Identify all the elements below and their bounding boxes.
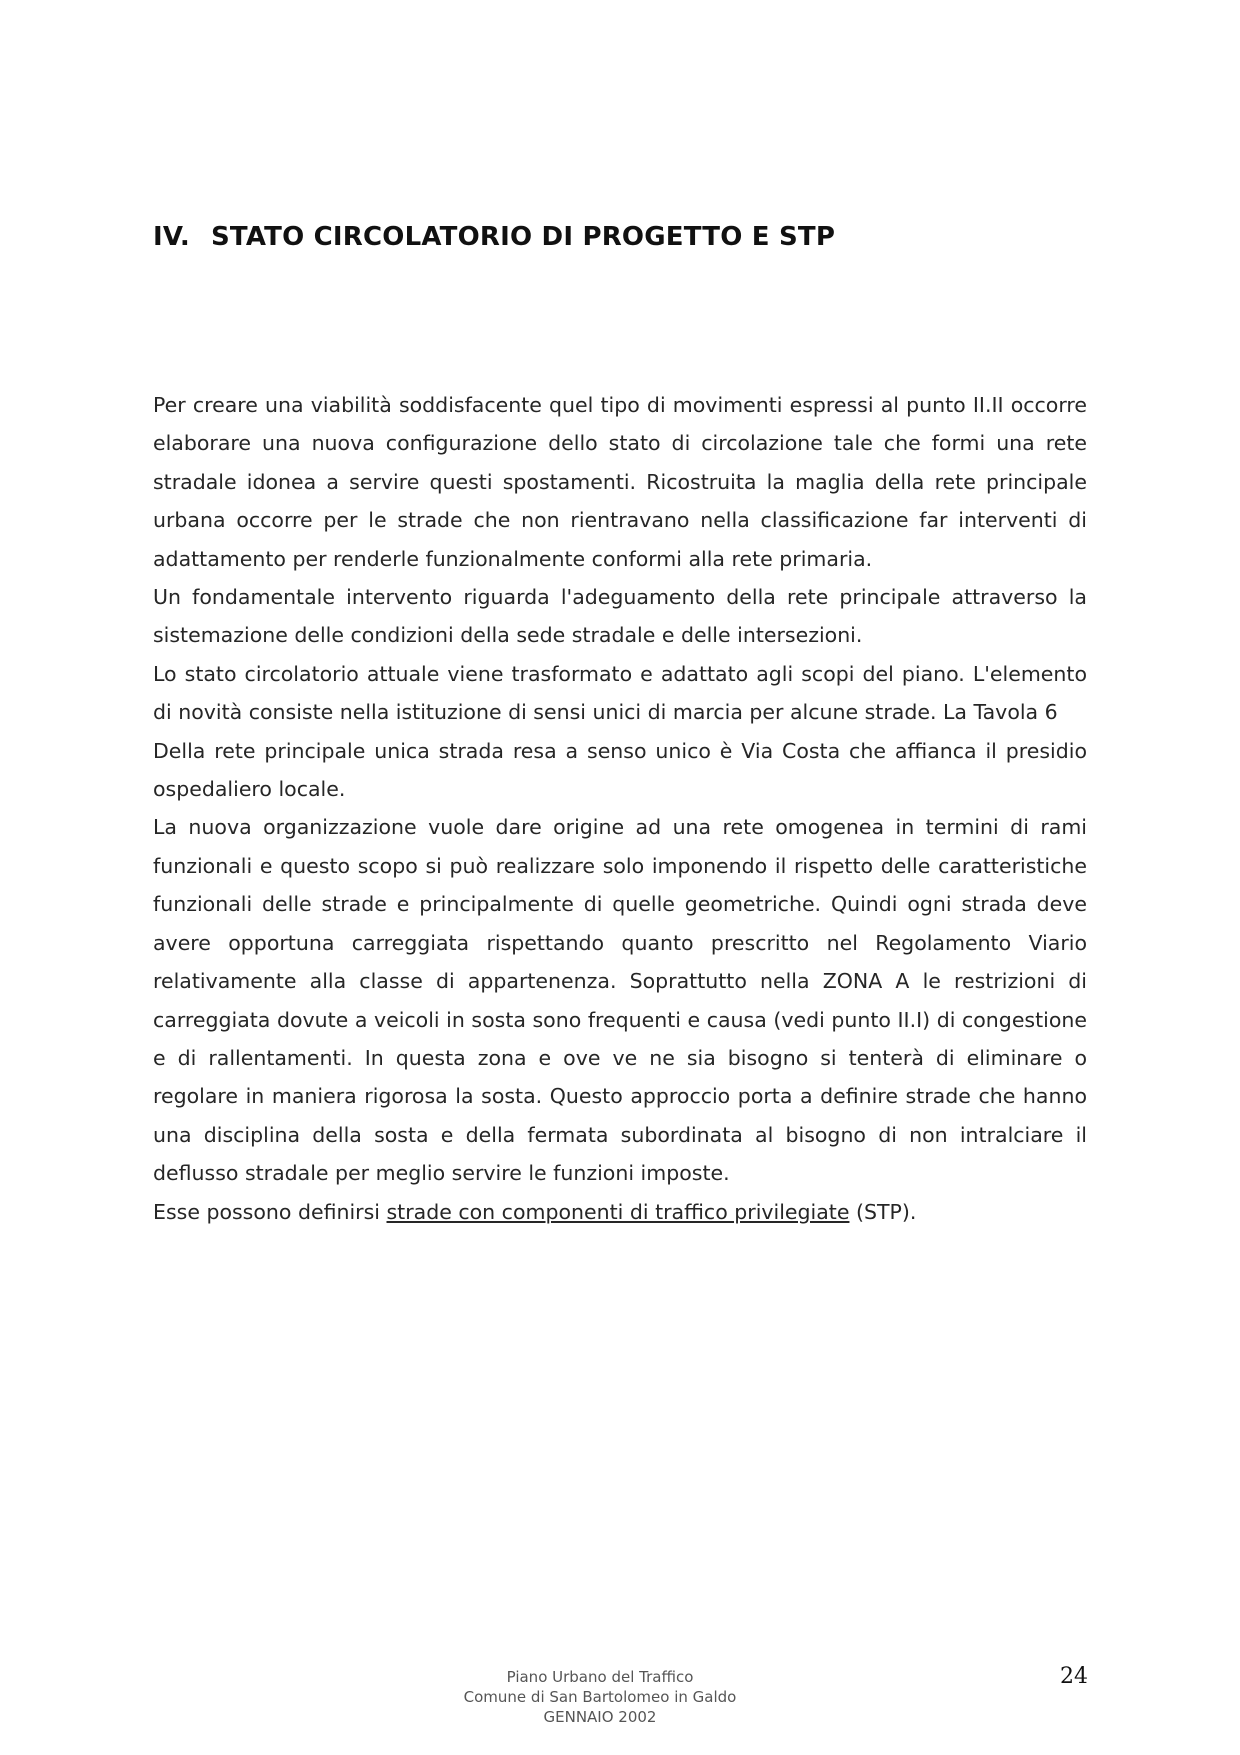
paragraph: Per creare una viabilità soddisfacente quel tipo di movimenti espressi al punto II.II occorre elaborare una nuova configurazione dello stato di circolazione tale che formi una rete stradale idonea a servire questi spostamenti. Ricostruita la maglia della rete principale urbana occorre per le strade che non rientravano nella classificazione far interventi di adattamento per renderle funzionalmente conformi alla rete primaria. — [153, 393, 1087, 571]
paragraph-last-prefix: Esse possono definirsi — [153, 1199, 387, 1224]
paragraph: Lo stato circolatorio attuale viene trasformato e adattato agli scopi del piano. L'elemento di novità consiste nella istituzione di sensi unici di marcia per alcune strade. La Tavola 6 — [153, 661, 1087, 725]
paragraph: Un fondamentale intervento riguarda l'adeguamento della rete principale attraverso la sistemazione delle condizioni della sede stradale e delle intersezioni. — [153, 585, 1087, 648]
stp-definition: strade con componenti di traffico privilegiate — [386, 1199, 850, 1224]
section-number: IV. — [153, 222, 190, 252]
paragraph-last — [153, 1193, 1087, 1231]
paragraph: Della rete principale unica strada resa a senso unico è Via Costa che affianca il presidio ospedaliero locale. — [153, 738, 1087, 802]
footer-line-municipality: Comune di San Bartolomeo in Galdo — [463, 1688, 737, 1706]
footer-line-plan: Piano Urbano del Traffico — [506, 1668, 694, 1686]
footer-line-date: GENNAIO 2002 — [543, 1708, 657, 1726]
page-footer — [400, 1667, 800, 1727]
page-number: 24 — [1060, 1664, 1088, 1689]
paragraph-last-suffix: (STP). — [849, 1199, 917, 1224]
body-text — [153, 386, 1087, 1231]
section-heading — [153, 222, 835, 252]
paragraph: La nuova organizzazione vuole dare origine ad una rete omogenea in termini di rami funzionali e questo scopo si può realizzare solo imponendo il rispetto delle caratteristiche funzionali delle strade e principalmente di quelle geometriche. Quindi ogni strada deve avere opportuna carreggiata rispettando quanto prescritto nel Regolamento Viario relativamente alla classe di appartenenza. Soprattutto nella ZONA A le restrizioni di carreggiata dovute a veicoli in sosta sono frequenti e causa (vedi punto II.I) di congestione e di rallentamenti. In questa zona e ove ve ne sia bisogno si tenterà di eliminare o regolare in maniera rigorosa la sosta. Questo approccio porta a definire strade che hanno una disciplina della sosta e della fermata subordinata al bisogno di non intralciare il deflusso stradale per meglio servire le funzioni imposte. — [153, 815, 1087, 1186]
section-title: STATO CIRCOLATORIO DI PROGETTO E STP — [211, 222, 836, 252]
